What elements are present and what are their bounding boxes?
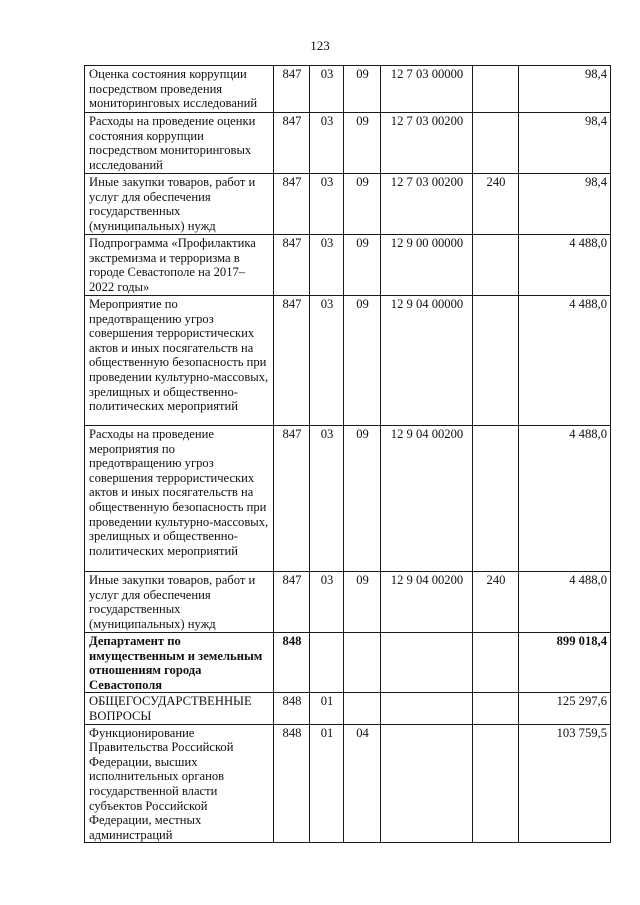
row-name: Департамент по имущественным и земельным отношениям города Севастополя: [85, 633, 274, 693]
subsection-code: 09: [344, 235, 381, 296]
page-number: 123: [310, 38, 330, 53]
table-row: [85, 296, 611, 426]
amount: 4 488,0: [519, 235, 611, 296]
ministry-code: 847: [274, 426, 310, 572]
subsection-code: 09: [344, 426, 381, 572]
expense-type: 240: [473, 572, 519, 633]
ministry-code: 847: [274, 174, 310, 235]
table-row: [85, 235, 611, 296]
ministry-code: 848: [274, 693, 310, 724]
subsection-code: 09: [344, 66, 381, 113]
subsection-code: 04: [344, 724, 381, 843]
section-code: 01: [310, 693, 344, 724]
section-code: 03: [310, 426, 344, 572]
row-name: Расходы на проведение мероприятия по предотвращению угроз совершения террористических актов и иных посягательств на общественную безопасность при проведении культурно-массовых, зрелищных и общественно-политических мероприятий: [85, 426, 274, 572]
target-article: [381, 693, 473, 724]
target-article: 12 9 00 00000: [381, 235, 473, 296]
expense-type: [473, 633, 519, 693]
row-name: Мероприятие по предотвращению угроз совершения террористических актов и иных посягательств на общественную безопасность при проведении культурно-массовых, зрелищных и общественно-политических мероприятий: [85, 296, 274, 426]
amount: 98,4: [519, 113, 611, 174]
subsection-code: 09: [344, 113, 381, 174]
target-article: 12 7 03 00200: [381, 113, 473, 174]
ministry-code: 848: [274, 633, 310, 693]
row-name: Расходы на проведение оценки состояния коррупции посредством мониторинговых исследований: [85, 113, 274, 174]
row-name: ОБЩЕГОСУДАРСТВЕННЫЕ ВОПРОСЫ: [85, 693, 274, 724]
expense-type: [473, 724, 519, 843]
section-code: 03: [310, 174, 344, 235]
amount: 4 488,0: [519, 572, 611, 633]
subsection-code: [344, 693, 381, 724]
ministry-code: 848: [274, 724, 310, 843]
expense-type: [473, 693, 519, 724]
section-code: 03: [310, 296, 344, 426]
ministry-code: 847: [274, 113, 310, 174]
budget-table: [84, 65, 611, 843]
subsection-code: 09: [344, 174, 381, 235]
target-article: [381, 633, 473, 693]
subsection-code: [344, 633, 381, 693]
amount: 4 488,0: [519, 296, 611, 426]
row-name: Подпрограмма «Профилактика экстремизма и терроризма в городе Севастополе на 2017–2022 годы»: [85, 235, 274, 296]
amount: 98,4: [519, 174, 611, 235]
section-code: 01: [310, 724, 344, 843]
table-row: [85, 572, 611, 633]
table-row: [85, 693, 611, 724]
expense-type: [473, 426, 519, 572]
target-article: [381, 724, 473, 843]
table-row: [85, 724, 611, 843]
row-name: Иные закупки товаров, работ и услуг для обеспечения государственных (муниципальных) нужд: [85, 572, 274, 633]
subsection-code: 09: [344, 572, 381, 633]
amount: 103 759,5: [519, 724, 611, 843]
target-article: 12 7 03 00200: [381, 174, 473, 235]
expense-type: [473, 113, 519, 174]
amount: 98,4: [519, 66, 611, 113]
table-row: [85, 633, 611, 693]
table-row: [85, 174, 611, 235]
row-name: Функционирование Правительства Российской Федерации, высших исполнительных органов государственной власти субъектов Российской Федерации, местных администраций: [85, 724, 274, 843]
target-article: 12 9 04 00200: [381, 572, 473, 633]
expense-type: [473, 66, 519, 113]
expense-type: [473, 235, 519, 296]
section-code: 03: [310, 235, 344, 296]
ministry-code: 847: [274, 66, 310, 113]
target-article: 12 7 03 00000: [381, 66, 473, 113]
target-article: 12 9 04 00200: [381, 426, 473, 572]
table-row: [85, 66, 611, 113]
ministry-code: 847: [274, 235, 310, 296]
expense-type: 240: [473, 174, 519, 235]
amount: 899 018,4: [519, 633, 611, 693]
amount: 4 488,0: [519, 426, 611, 572]
expense-type: [473, 296, 519, 426]
ministry-code: 847: [274, 296, 310, 426]
section-code: 03: [310, 113, 344, 174]
section-code: 03: [310, 66, 344, 113]
table-row: [85, 426, 611, 572]
subsection-code: 09: [344, 296, 381, 426]
row-name: Иные закупки товаров, работ и услуг для обеспечения государственных (муниципальных) нужд: [85, 174, 274, 235]
target-article: 12 9 04 00000: [381, 296, 473, 426]
ministry-code: 847: [274, 572, 310, 633]
section-code: 03: [310, 572, 344, 633]
section-code: [310, 633, 344, 693]
table-row: [85, 113, 611, 174]
amount: 125 297,6: [519, 693, 611, 724]
row-name: Оценка состояния коррупции посредством проведения мониторинговых исследований: [85, 66, 274, 113]
